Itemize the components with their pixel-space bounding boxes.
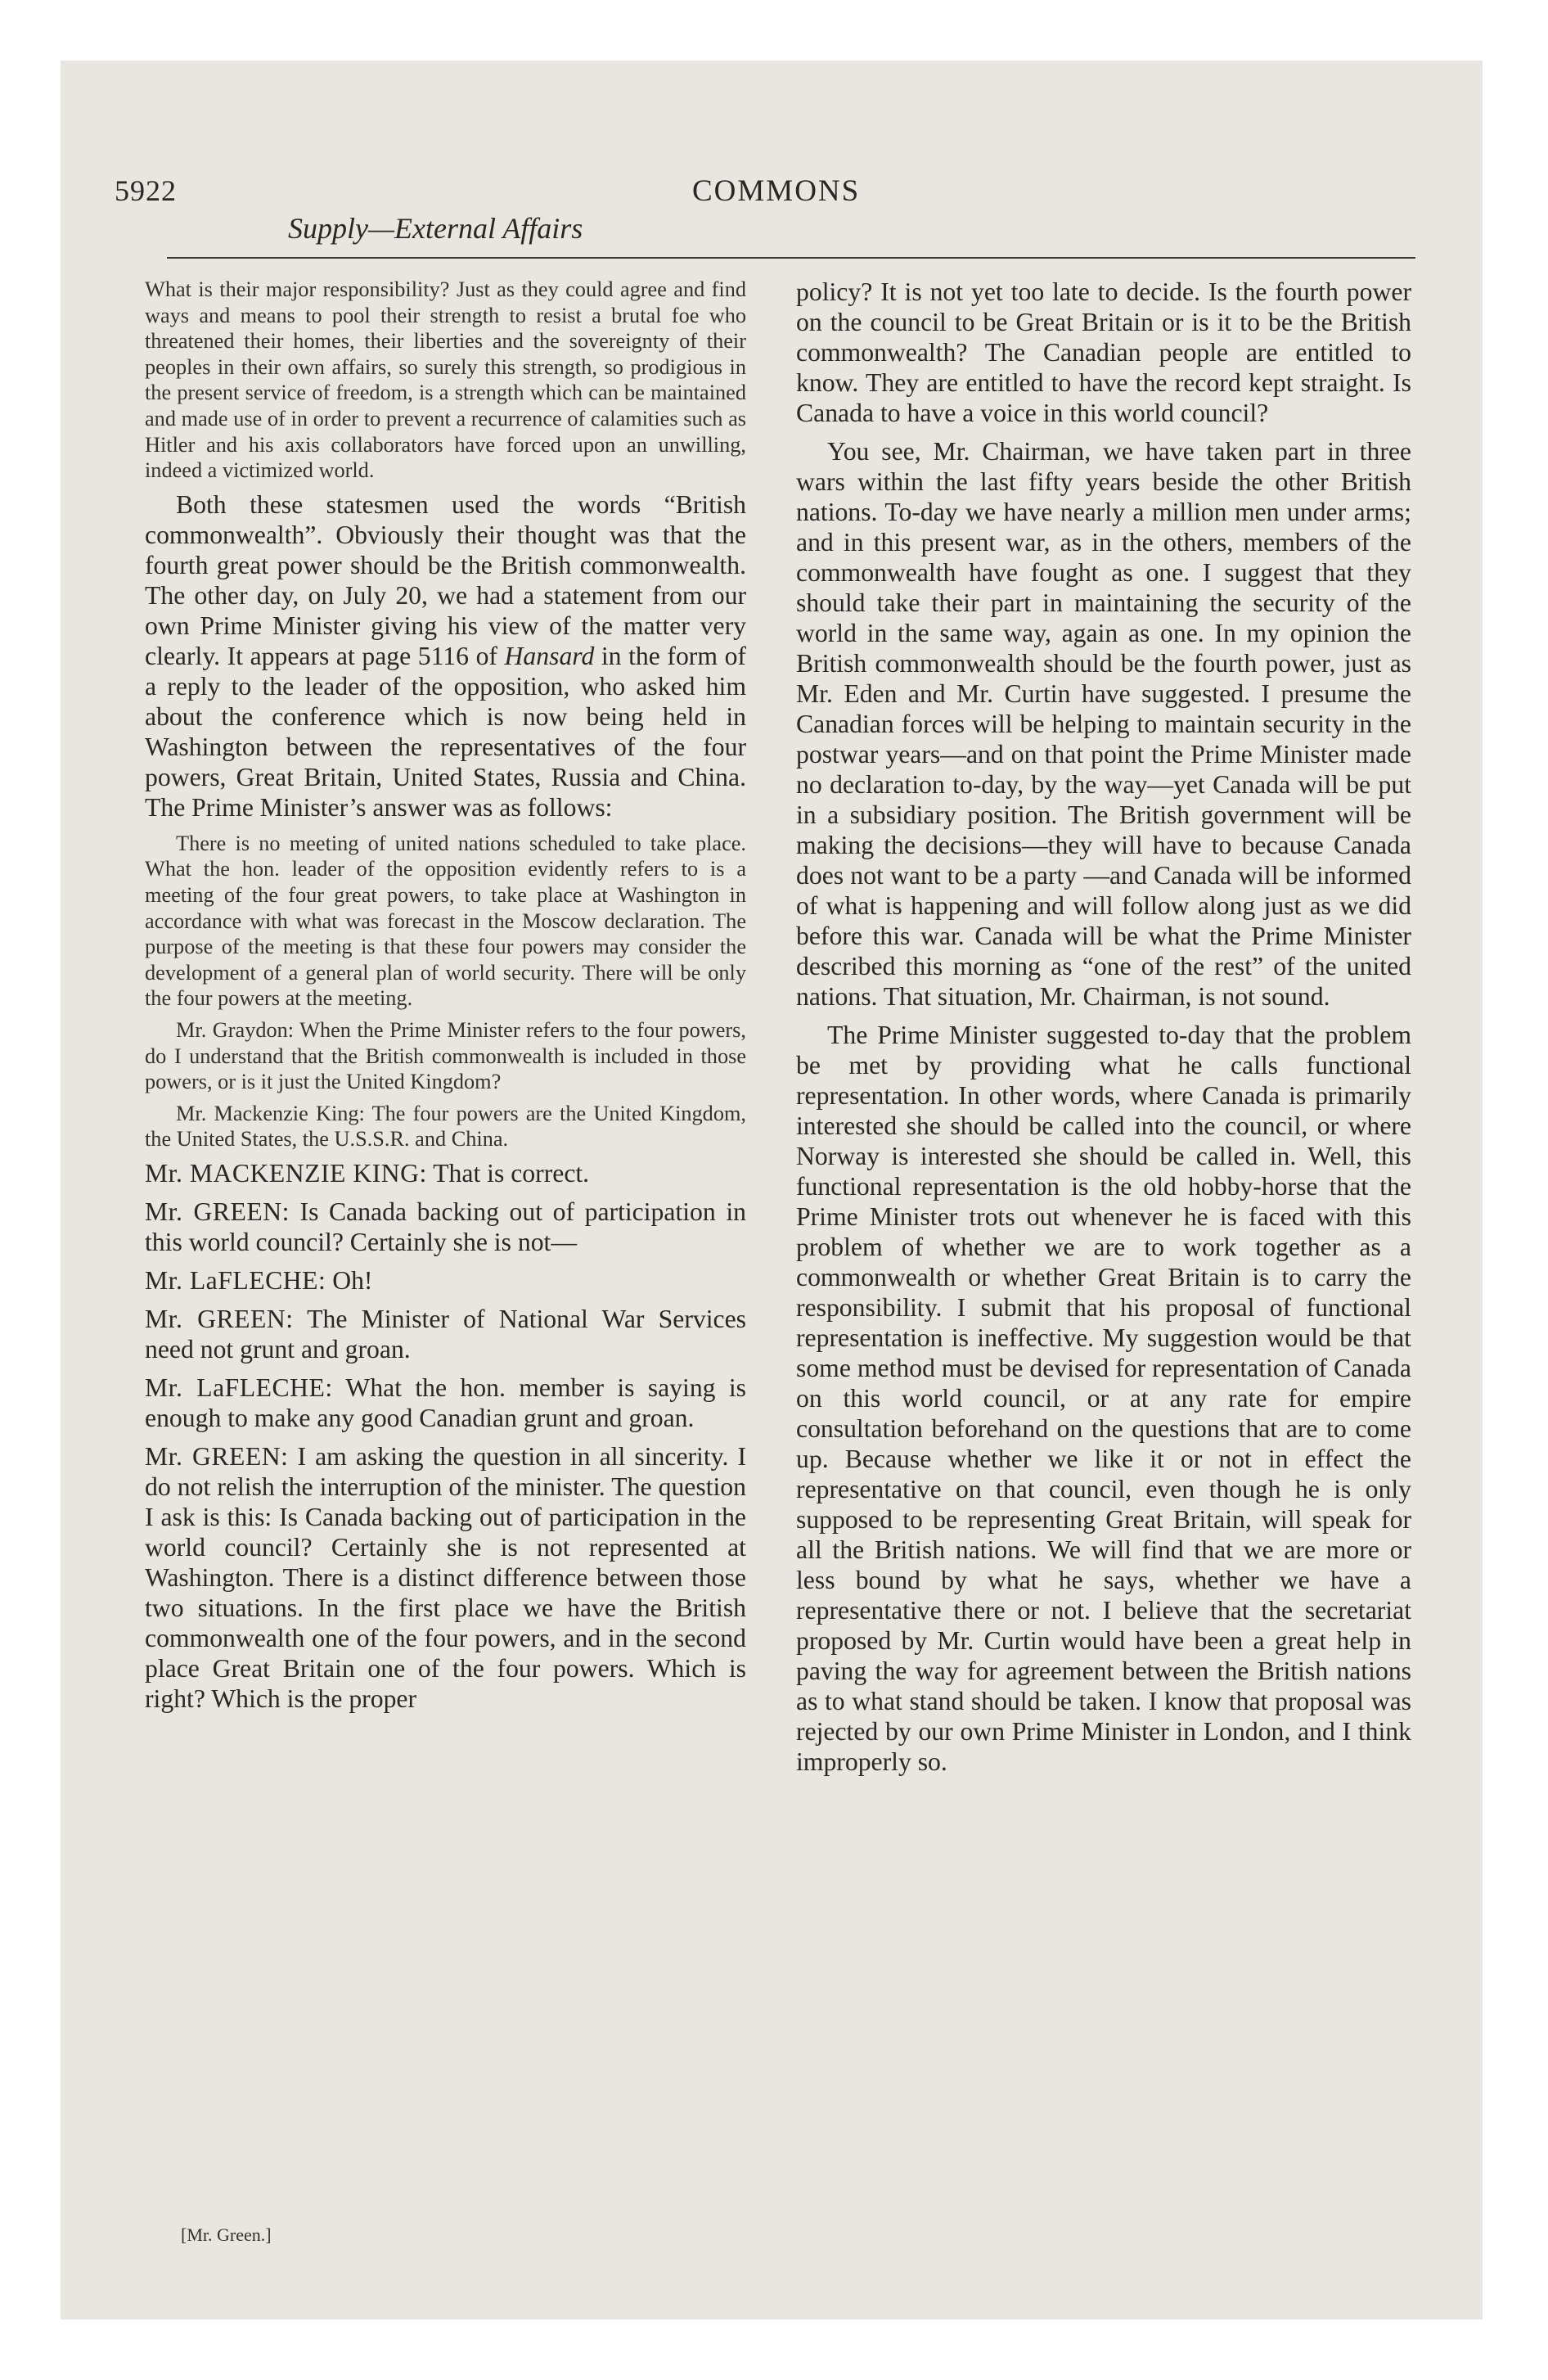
footer-speaker-note: [Mr. Green.]: [181, 2224, 272, 2245]
speech-text: Oh!: [326, 1265, 373, 1295]
quoted-passage: What is their major responsibility? Just as they could agree and find ways and means to pool their strength to resist a brutal foe who threatened their homes, their liberties and the sovereignty of their peoples in their own affairs, so surely this strength, so prodigious in the present service of freedom, is a strength which can be maintained and made use of in order to prevent a recurrence of calamities such as Hitler and his axis collaborators have forced upon an unwilling, indeed a victimized world.: [145, 277, 746, 483]
paragraph: [145, 489, 746, 823]
paragraph: policy? It is not yet too late to decide. Is the fourth power on the council to be Great Britain or is it to be the British commonwealth? The Canadian people are entitled to know. They are entitled to have the record kept straight. Is Canada to have a voice in this world council?: [796, 277, 1411, 427]
speech-text: Is Canada backing out of participation in this world council? Certainly she is not—: [145, 1197, 746, 1256]
speaker-name: Mr. GREEN:: [145, 1197, 290, 1226]
quoted-passage: Mr. Mackenzie King: The four powers are the United Kingdom, the United States, the U.S.S.R. and China.: [145, 1101, 746, 1152]
paragraph-text: in the form of a reply to the leader of the opposition, who asked him about the conference which is now being held in Washington between the representatives of the four powers, Great Britain, United States, Russia and China. The Prime Minister’s answer was as follows:: [145, 641, 746, 822]
speech-text: The Minister of National War Services need not grunt and groan.: [145, 1304, 746, 1364]
paragraph-text: Both these statesmen used the words “British commonwealth”. Obviously their thought was that the fourth great power should be the British commonwealth. The other day, on July 20, we had a statement from our own Prime Minister giving his view of the matter very clearly. It appears at page 5116 of: [145, 489, 746, 670]
speech-paragraph: [145, 1197, 746, 1257]
speech-paragraph: [145, 1158, 746, 1188]
speech-text: I am asking the question in all sincerity. I do not relish the interruption of the minister. The question I ask is this: Is Canada backing out of participation in the world council? Certainly she is not represented at Washington. There is a distinct difference between those two situations. In the first place we have the British commonwealth one of the four powers, and in the second place Great Britain one of the four powers. Which is right? Which is the proper: [145, 1441, 746, 1713]
quoted-passage: There is no meeting of united nations scheduled to take place. What the hon. leader of the opposition evidently refers to is a meeting of the four great powers, to take place at Washington in accordance with what was forecast in the Moscow declaration. The purpose of the meeting is that these four powers may consider the development of a general plan of world security. There will be only the four powers at the meeting.: [145, 831, 746, 1011]
left-column: [145, 277, 746, 1722]
speaker-name: Mr. GREEN:: [145, 1441, 289, 1471]
speaker-name: Mr. MACKENZIE KING:: [145, 1158, 427, 1188]
right-column: [796, 277, 1411, 1785]
speech-text: That is correct.: [426, 1158, 590, 1188]
speech-paragraph: [145, 1441, 746, 1714]
speech-list: [145, 1158, 746, 1714]
header-rule: [167, 257, 1415, 259]
speech-text: What the hon. member is saying is enough to make any good Canadian grunt and groan.: [145, 1373, 746, 1432]
running-title: Supply—External Affairs: [288, 212, 583, 245]
quoted-passage: Mr. Graydon: When the Prime Minister refers to the four powers, do I understand that the British commonwealth is included in those powers, or is it just the United Kingdom?: [145, 1017, 746, 1094]
speaker-name: Mr. GREEN:: [145, 1304, 294, 1333]
speech-paragraph: [145, 1265, 746, 1296]
speaker-name: Mr. LaFLECHE:: [145, 1265, 326, 1295]
speech-paragraph: [145, 1304, 746, 1364]
page-number: 5922: [115, 174, 177, 207]
paragraph: The Prime Minister suggested to-day that the problem be met by providing what he calls functional representation. In other words, where Canada is primarily interested she should be called into the council, or where Norway is interested she should be called in. Well, this functional representation is the old hobby-horse that the Prime Minister trots out whenever he is faced with this problem of whether we are to work together as a commonwealth or whether Great Britain is to carry the responsibility. I submit that his proposal of functional representation is ineffective. My suggestion would be that some method must be devised for representation of Canada on this world council, or at any rate for empire consultation beforehand on the questions that are to come up. Because whether we like it or not in effect the representative on that council, even though he is only supposed to be representing Great Britain, will speak for all the British nations. We will find that we are more or less bound by what he says, whether we have a representative there or not. I believe that the secretariat proposed by Mr. Curtin would have been a great help in paving the way for agreement between the British nations as to what stand should be taken. I know that proposal was rejected by our own Prime Minister in London, and I think improperly so.: [796, 1021, 1411, 1776]
section-title: COMMONS: [692, 174, 861, 208]
italic-text: Hansard: [504, 641, 595, 670]
paragraph: You see, Mr. Chairman, we have taken part in three wars within the last fifty years beside the other British nations. To-day we have nearly a million men under arms; and in this present war, as in the others, members of the commonwealth have fought as one. I suggest that they should take their part in maintaining the security of the world in the same way, again as one. In my opinion the British commonwealth should be the fourth power, just as Mr. Eden and Mr. Curtin have suggested. I presume the Canadian forces will be helping to maintain security in the postwar years—and on that point the Prime Minister made no declaration to-day, by the way—yet Canada will be put in a subsidiary position. The British government will be making the decisions—they will have to because Canada does not want to be a party —and Canada will be informed of what is happening and will follow along just as we did before this war. Canada will be what the Prime Minister described this morning as “one of the rest” of the united nations. That situation, Mr. Chairman, is not sound.: [796, 437, 1411, 1011]
speaker-name: Mr. LaFLECHE:: [145, 1373, 333, 1402]
speech-paragraph: [145, 1373, 746, 1433]
